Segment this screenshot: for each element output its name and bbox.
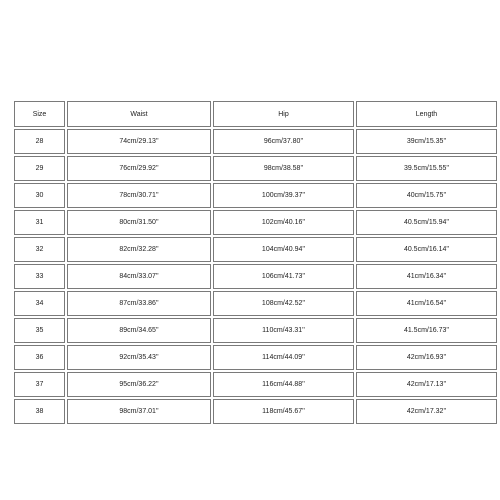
cell-hip: 102cm/40.16'' <box>213 210 354 235</box>
cell-hip: 106cm/41.73'' <box>213 264 354 289</box>
cell-size: 34 <box>14 291 65 316</box>
header-hip: Hip <box>213 101 354 127</box>
cell-size: 31 <box>14 210 65 235</box>
table-row <box>14 345 497 370</box>
table-row <box>14 264 497 289</box>
cell-length: 40.5cm/15.94'' <box>356 210 497 235</box>
cell-length: 42cm/17.13'' <box>356 372 497 397</box>
cell-length: 42cm/17.32'' <box>356 399 497 424</box>
cell-length: 41.5cm/16.73'' <box>356 318 497 343</box>
cell-waist: 84cm/33.07'' <box>67 264 211 289</box>
size-chart <box>12 99 487 426</box>
cell-waist: 92cm/35.43'' <box>67 345 211 370</box>
cell-size: 35 <box>14 318 65 343</box>
cell-hip: 104cm/40.94'' <box>213 237 354 262</box>
table-row <box>14 318 497 343</box>
cell-hip: 108cm/42.52'' <box>213 291 354 316</box>
header-row <box>14 101 497 127</box>
cell-hip: 114cm/44.09'' <box>213 345 354 370</box>
cell-waist: 78cm/30.71'' <box>67 183 211 208</box>
cell-hip: 110cm/43.31'' <box>213 318 354 343</box>
table-row <box>14 183 497 208</box>
header-size: Size <box>14 101 65 127</box>
cell-waist: 76cm/29.92'' <box>67 156 211 181</box>
table-row <box>14 291 497 316</box>
cell-waist: 80cm/31.50'' <box>67 210 211 235</box>
header-length: Length <box>356 101 497 127</box>
cell-waist: 82cm/32.28'' <box>67 237 211 262</box>
cell-length: 40.5cm/16.14'' <box>356 237 497 262</box>
cell-waist: 74cm/29.13'' <box>67 129 211 154</box>
cell-size: 30 <box>14 183 65 208</box>
cell-size: 32 <box>14 237 65 262</box>
table-row <box>14 372 497 397</box>
cell-size: 37 <box>14 372 65 397</box>
cell-size: 28 <box>14 129 65 154</box>
table-row <box>14 129 497 154</box>
cell-length: 39cm/15.35'' <box>356 129 497 154</box>
cell-waist: 98cm/37.01'' <box>67 399 211 424</box>
size-chart-table <box>12 99 499 426</box>
cell-size: 36 <box>14 345 65 370</box>
header-waist: Waist <box>67 101 211 127</box>
cell-size: 29 <box>14 156 65 181</box>
cell-size: 33 <box>14 264 65 289</box>
cell-hip: 116cm/44.88'' <box>213 372 354 397</box>
cell-waist: 95cm/36.22'' <box>67 372 211 397</box>
cell-hip: 100cm/39.37'' <box>213 183 354 208</box>
cell-length: 39.5cm/15.55'' <box>356 156 497 181</box>
table-row <box>14 210 497 235</box>
table-row <box>14 237 497 262</box>
table-row <box>14 156 497 181</box>
cell-length: 41cm/16.54'' <box>356 291 497 316</box>
cell-length: 41cm/16.34'' <box>356 264 497 289</box>
cell-length: 40cm/15.75'' <box>356 183 497 208</box>
cell-hip: 96cm/37.80'' <box>213 129 354 154</box>
cell-size: 38 <box>14 399 65 424</box>
cell-waist: 87cm/33.86'' <box>67 291 211 316</box>
cell-hip: 118cm/45.67'' <box>213 399 354 424</box>
table-row <box>14 399 497 424</box>
cell-length: 42cm/16.93'' <box>356 345 497 370</box>
cell-hip: 98cm/38.58'' <box>213 156 354 181</box>
cell-waist: 89cm/34.65'' <box>67 318 211 343</box>
